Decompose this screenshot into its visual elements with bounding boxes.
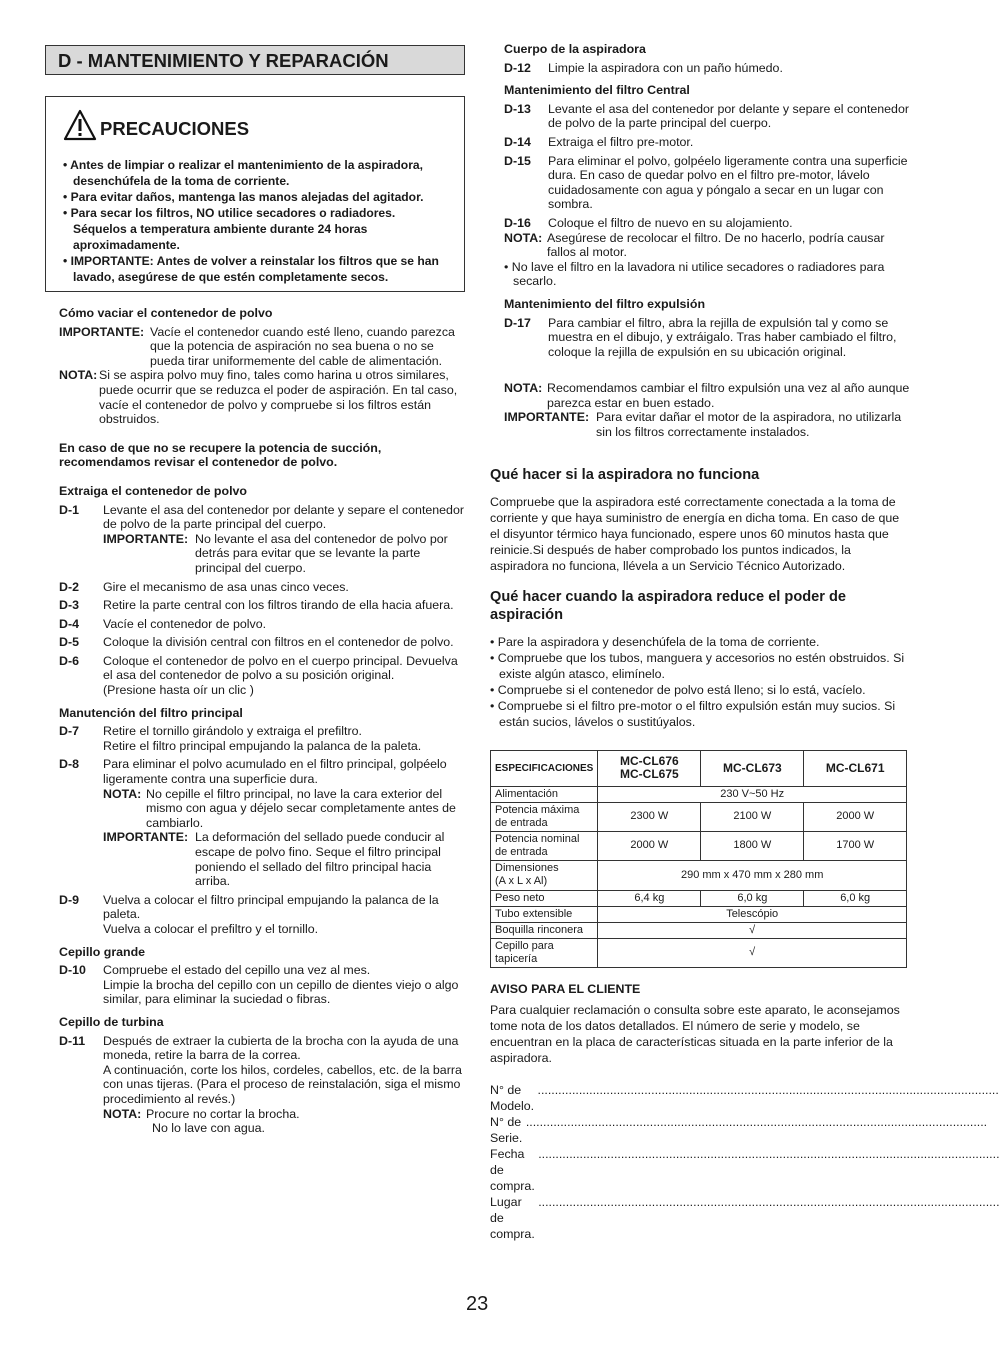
step-d9: D-9 Vuelva a colocar el filtro principal empujando la palanca de la paleta. Vuelva a colocar el prefiltro y el tornillo.: [59, 892, 439, 936]
table-row: Cepillo para tapicería √: [491, 938, 907, 967]
check-icon: √: [598, 938, 907, 967]
page-number: 23: [466, 1293, 489, 1315]
step-d17: D-17 Para cambiar el filtro, abra la rejilla de expulsión tal y como se muestra en el dibujo, y extráigalo. Tras haber cambiado el filtro, coloque la rejilla de expulsión en su ubicación original.: [504, 315, 897, 359]
table-row: Dimensiones (A x L x Al) 290 mm x 470 mm x 280 mm: [491, 860, 907, 890]
customer-notice-title: AVISO PARA EL CLIENTE: [490, 981, 641, 996]
purchase-place-field: Lugar de compra. ......................................................................................................................................: [490, 1195, 1000, 1242]
list-item: • Compruebe si el filtro pre-motor o el filtro expulsión están muy sucios. Si están sucios, lávelos o sustitúyalos.: [490, 698, 896, 729]
table-row: Boquilla rinconera √: [491, 922, 907, 938]
customer-notice-text: Para cualquier reclamación o consulta sobre este aparato, le aconsejamos tome nota de los datos detallados. El número de serie y modelo, se encuentran en la placa de características situada en la parte inferior de la aspiradora.: [490, 1003, 900, 1066]
d16-bullet: • No lave el filtro en la lavadora ni utilice secadores o radiadores para secarlo.: [504, 259, 885, 289]
model-field: N° de Modelo. ......................................................................................................................................: [490, 1083, 999, 1114]
precautions-box: [45, 96, 465, 292]
big-brush-title: Cepillo grande: [59, 944, 146, 959]
step-d10: D-10 Compruebe el estado del cepillo una vez al mes. Limpie la brocha del cepillo con un cepillo de dientes viejo o algo similar, para eliminar la suciedad o fibras.: [59, 963, 459, 1007]
table-row: Peso neto 6,4 kg 6,0 kg 6,0 kg: [491, 890, 907, 906]
right-column: [490, 42, 1000, 1242]
step-d12: D-12 Limpie la aspiradora con un paño húmedo.: [504, 60, 783, 75]
table-row: Tubo extensible Telescópio: [491, 906, 907, 922]
step-d11: D-11 Después de extraer la cubierta de la brocha con la ayuda de una moneda, retire la barra de la correa. A continuación, corte los hilos, cordeles, cabellos, etc. de la barra con unas tijeras. (Para el proceso de reinstalación, siga el mismo procedimiento al revés.) NOTA: Procure no cortar la brocha. No lo lave con agua.: [59, 1033, 462, 1136]
list-item: • Compruebe que los tubos, manguera y accesorios no estén obstruidos. Si existe algún atasco, elimínelo.: [490, 650, 905, 681]
reduced-power-list: [490, 634, 910, 730]
empty-container-title: Cómo vaciar el contenedor de polvo: [59, 306, 273, 320]
step-d6: D-6 Coloque el contenedor de polvo en el cuerpo principal. Devuelva el asa del contenedor de polvo a su posición original. (Presione hasta oír un clic ): [59, 653, 458, 698]
step-d16: D-16 Coloque el filtro de nuevo en su alojamiento.: [504, 215, 793, 230]
left-column: [45, 45, 465, 1136]
exhaust-filter-title: Mantenimiento del filtro expulsión: [504, 296, 706, 311]
serial-field: N° de Serie. ......................................................................................................................................: [490, 1115, 988, 1146]
step-d5: D-5 Coloque la división central con filtros en el contenedor de polvo.: [59, 635, 454, 650]
main-filter-title: Manutención del filtro principal: [59, 705, 243, 720]
customer-fields: [490, 1082, 1000, 1242]
suction-note: En caso de que no se recupere la potencia de succión, recomendamos revisar el contenedor de polvo.: [59, 440, 382, 470]
step-d2: D-2 Gire el mecanismo de asa unas cinco veces.: [59, 579, 349, 594]
table-row: Potencia nominal de entrada 2000 W 1800 W 1700 W: [491, 831, 907, 860]
table-row: Potencia máxima de entrada 2300 W 2100 W 2000 W: [491, 802, 907, 831]
precautions-header: [63, 103, 448, 141]
right-maintenance: [490, 42, 910, 440]
step-d15: D-15 Para eliminar el polvo, golpéelo ligeramente contra una superficie dura. En caso de quedar polvo en el filtro pre-motor, lávelo cuidadosamente con agua y póngalo a secar en un lugar con sombra.: [504, 153, 908, 212]
turbo-brush-title: Cepillo de turbina: [59, 1014, 164, 1029]
not-working-text: Compruebe que la aspiradora esté correctamente conectada a la toma de corriente y que haya suministro de energía en dicha toma. En caso de que el disyuntor térmico haya funcionado, espere unos 60 minutos hasta que reinicie.Si después de haber comprobado los puntos indicados, la aspiradora no funciona, llévela a un Servicio Técnico Autorizado.: [490, 494, 900, 573]
reduced-power-heading: Qué hacer cuando la aspiradora reduce el poder de aspiración: [490, 588, 847, 623]
central-filter-title: Mantenimiento del filtro Central: [504, 83, 690, 98]
step-d7: D-7 Retire el tornillo girándolo y extraiga el prefiltro. Retire el filtro principal empujando la palanca de la paleta.: [59, 724, 422, 753]
body-title: Cuerpo de la aspiradora: [504, 42, 646, 56]
precaution-item: • Antes de limpiar o realizar el mantenimiento de la aspiradora, desenchúfela de la toma de corriente.: [63, 158, 423, 188]
precautions-title: PRECAUCIONES: [100, 118, 250, 139]
d16-note: NOTA: Asegúrese de recolocar el filtro. De no hacerlo, podría causar fallos al motor.: [504, 230, 885, 260]
spec-table: [490, 750, 907, 968]
extract-title: Extraiga el contenedor de polvo: [59, 483, 247, 498]
exhaust-important: IMPORTANTE: Para evitar dañar el motor de la aspiradora, no utilizarla sin los filtros correctamente instalados.: [504, 410, 902, 440]
precaution-item: • Para evitar daños, mantenga las manos alejadas del agitador.: [63, 190, 424, 204]
list-item: • Compruebe si el contenedor de polvo está lleno; si lo está, vacíelo.: [490, 682, 866, 697]
step-d3: D-3 Retire la parte central con los filtros tirando de ella hacia afuera.: [59, 598, 454, 613]
empty-note: NOTA: Si se aspira polvo muy fino, tales como harina u otros similares, puede ocurrir que se reduzca el poder de aspiración. En tal caso, vacíe el contenedor de polvo y compruebe si los filtros están obstruidos.: [59, 368, 458, 427]
precautions-list: [63, 157, 448, 285]
purchase-date-field: Fecha de compra. ......................................................................................................................................: [490, 1147, 1000, 1194]
section-title: D - MANTENIMIENTO Y REPARACIÓN: [45, 45, 465, 75]
step-d4: D-4 Vacíe el contenedor de polvo.: [59, 616, 267, 631]
left-content: [45, 306, 465, 1136]
precaution-item: • Para secar los filtros, NO utilice secadores o radiadores. Séquelos a temperatura ambiente durante 24 horas aproximadamente.: [63, 206, 396, 252]
precaution-item: • IMPORTANTE: Antes de volver a reinstalar los filtros que se han lavado, asegúrese de que estén completamente secos.: [63, 254, 439, 284]
step-d13: D-13 Levante el asa del contenedor por delante y separe el contenedor de polvo de la parte principal del cuerpo.: [504, 101, 909, 131]
check-icon: √: [598, 922, 907, 938]
table-row: ESPECIFICACIONES MC-CL676 MC-CL675 MC-CL673 MC-CL671: [491, 750, 907, 786]
list-item: • Pare la aspiradora y desenchúfela de la toma de corriente.: [490, 634, 820, 649]
empty-important: IMPORTANTE: Vacíe el contenedor cuando esté lleno, cuando parezca que la potencia de aspiración no sea buena o no se pueda tirar uniformemente del cable de alimentación.: [59, 324, 455, 368]
warning-icon: [63, 109, 97, 141]
table-row: Alimentación 230 V~50 Hz: [491, 786, 907, 802]
exhaust-note: NOTA: Recomendamos cambiar el filtro expulsión una vez al año aunque parezca estar en buen estado.: [504, 381, 910, 410]
step-d8: D-8 Para eliminar el polvo acumulado en el filtro principal, golpéelo ligeramente contra una superficie dura. NOTA: No cepille el filtro principal, no lave la cara exterior del mismo con agua y déjelo secar completamente antes de cambiarlo. IMPORTANTE: La deformación del sellado puede conducir al escape de polvo fino. Seque el filtro principal poniendo el sellado del filtro principal hacia arriba.: [59, 757, 456, 889]
step-d1: D-1 Levante el asa del contenedor por delante y separe el contenedor de polvo de la parte principal del cuerpo. IMPORTANTE: No levante el asa del contenedor de polvo por detrás para evitar que se levante la parte principal del cuerpo.: [59, 502, 464, 575]
step-d14: D-14 Extraiga el filtro pre-motor.: [504, 134, 694, 149]
not-working-heading: Qué hacer si la aspiradora no funciona: [490, 466, 760, 483]
